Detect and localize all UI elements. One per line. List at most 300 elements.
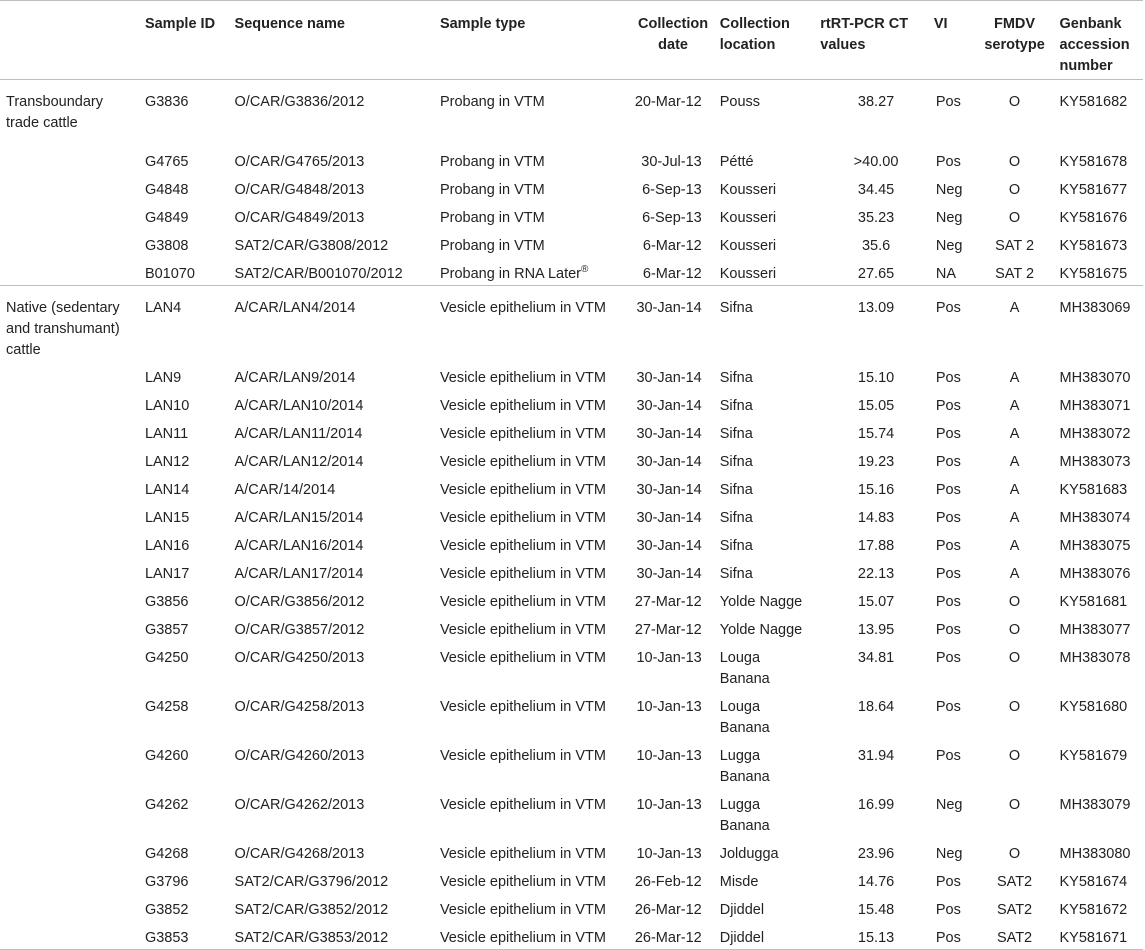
sequence-name-cell <box>231 585 436 613</box>
serotype: O <box>1008 698 1021 715</box>
collection-location: Kousseri <box>719 181 777 198</box>
sample-id-cell <box>141 285 231 361</box>
vi: Pos <box>935 153 961 170</box>
ct-value: 13.09 <box>857 299 895 316</box>
sample-type: Vesicle epithelium in VTM <box>439 649 606 666</box>
sample-type-cell <box>436 473 630 501</box>
serotype: O <box>1008 796 1021 813</box>
header-vi: VI <box>930 1 974 80</box>
serotype-cell <box>974 865 1056 893</box>
vi: Pos <box>935 453 961 470</box>
group-label <box>0 690 141 739</box>
header-collection-date: Collection date <box>630 1 715 80</box>
sample-type: Vesicle epithelium in VTM <box>439 747 606 764</box>
table-row <box>0 201 1143 229</box>
sequence-name-cell <box>231 473 436 501</box>
vi-cell <box>930 585 974 613</box>
ct-value: 18.64 <box>857 698 895 715</box>
ct-value: 13.95 <box>857 621 895 638</box>
collection-location: Misde <box>719 873 759 890</box>
collection-date-cell <box>630 201 715 229</box>
collection-location-cell <box>716 690 817 739</box>
sample-type-cell <box>436 201 630 229</box>
sequence-name: A/CAR/LAN10/2014 <box>234 397 364 414</box>
table-row <box>0 557 1143 585</box>
sequence-name: O/CAR/G4848/2013 <box>234 181 365 198</box>
group-label <box>0 417 141 445</box>
sample-id: LAN15 <box>144 509 190 526</box>
ct-value-cell <box>816 285 930 361</box>
ct-value-cell <box>816 585 930 613</box>
serotype: O <box>1008 94 1021 110</box>
sample-id: LAN14 <box>144 481 190 498</box>
serotype: A <box>1009 425 1020 442</box>
sequence-name-cell <box>231 173 436 201</box>
sequence-name-cell <box>231 201 436 229</box>
sample-type-cell <box>436 788 630 837</box>
table-body <box>0 80 1143 950</box>
accession-cell <box>1056 473 1143 501</box>
serotype: SAT2 <box>996 929 1033 946</box>
sequence-name-cell <box>231 257 436 286</box>
vi-cell <box>930 361 974 389</box>
serotype: A <box>1009 397 1020 414</box>
vi: Pos <box>935 901 961 918</box>
group-label <box>0 613 141 641</box>
serotype-cell <box>974 417 1056 445</box>
sample-id: G3836 <box>144 94 189 110</box>
collection-location: Sifna <box>719 509 753 526</box>
accession: MH383071 <box>1059 397 1131 414</box>
vi-cell <box>930 201 974 229</box>
sample-id: G3852 <box>144 901 189 918</box>
collection-date-cell <box>630 921 715 950</box>
sequence-name: A/CAR/LAN9/2014 <box>234 369 356 386</box>
ct-value: 23.96 <box>857 845 895 862</box>
sample-id: LAN9 <box>144 369 182 386</box>
sequence-name-cell <box>231 641 436 690</box>
ct-value-cell <box>816 417 930 445</box>
collection-location-cell <box>716 417 817 445</box>
group-label <box>0 473 141 501</box>
collection-location: Lugga Banana <box>719 747 770 785</box>
vi: Pos <box>935 565 961 582</box>
sample-type: Vesicle epithelium in VTM <box>439 397 606 414</box>
collection-location-cell <box>716 473 817 501</box>
vi: Pos <box>935 369 961 386</box>
collection-location: Louga Banana <box>719 698 770 736</box>
group-label <box>0 739 141 788</box>
sequence-name-cell <box>231 417 436 445</box>
accession-cell <box>1056 389 1143 417</box>
collection-date-cell <box>630 145 715 173</box>
serotype-cell <box>974 788 1056 837</box>
ct-value: 15.13 <box>857 929 895 946</box>
sample-id-cell <box>141 361 231 389</box>
sequence-name: O/CAR/G4849/2013 <box>234 209 365 226</box>
accession-cell <box>1056 921 1143 950</box>
collection-date-cell <box>630 613 715 641</box>
serotype: O <box>1008 181 1021 198</box>
serotype-cell <box>974 893 1056 921</box>
accession-cell <box>1056 613 1143 641</box>
table-row <box>0 529 1143 557</box>
sequence-name-cell <box>231 557 436 585</box>
sample-id-cell <box>141 173 231 201</box>
sequence-name: O/CAR/G4258/2013 <box>234 698 365 715</box>
accession-cell <box>1056 690 1143 739</box>
accession: MH383075 <box>1059 537 1131 554</box>
accession: KY581683 <box>1059 481 1128 498</box>
serotype: SAT2 <box>996 873 1033 890</box>
sample-type-cell <box>436 229 630 257</box>
serotype-cell <box>974 641 1056 690</box>
ct-value-cell <box>816 257 930 286</box>
group-label <box>0 557 141 585</box>
sequence-name-cell <box>231 739 436 788</box>
accession-cell <box>1056 445 1143 473</box>
sample-id-cell <box>141 80 231 145</box>
sample-type-cell <box>436 641 630 690</box>
collection-location-cell <box>716 788 817 837</box>
collection-date: 30-Jan-14 <box>636 369 702 386</box>
serotype-cell <box>974 690 1056 739</box>
sample-type: Vesicle epithelium in VTM <box>439 929 606 946</box>
table-row <box>0 501 1143 529</box>
collection-date-cell <box>630 473 715 501</box>
sequence-name: A/CAR/14/2014 <box>234 481 336 498</box>
vi-cell <box>930 501 974 529</box>
accession: KY581677 <box>1059 181 1128 198</box>
collection-location-cell <box>716 501 817 529</box>
sequence-name-cell <box>231 361 436 389</box>
collection-date: 30-Jan-14 <box>636 509 702 526</box>
collection-date: 26-Feb-12 <box>634 873 702 890</box>
ct-value: 27.65 <box>857 265 895 282</box>
sample-type: Vesicle epithelium in VTM <box>439 565 606 582</box>
header-serotype: FMDV serotype <box>974 1 1056 80</box>
sample-id-cell <box>141 501 231 529</box>
sample-type: Vesicle epithelium in VTM <box>439 698 606 715</box>
accession: KY581678 <box>1059 153 1128 170</box>
ct-value-cell <box>816 473 930 501</box>
sample-type-cell <box>436 80 630 145</box>
collection-date: 26-Mar-12 <box>634 929 702 946</box>
vi: Pos <box>935 621 961 638</box>
collection-date-cell <box>630 80 715 145</box>
sample-id-cell <box>141 921 231 950</box>
accession-cell <box>1056 361 1143 389</box>
ct-value: 34.81 <box>857 649 895 666</box>
collection-location: Djiddel <box>719 901 765 918</box>
collection-location-cell <box>716 921 817 950</box>
sample-type: Vesicle epithelium in VTM <box>439 621 606 638</box>
ct-value: >40.00 <box>853 153 899 170</box>
serotype-cell <box>974 201 1056 229</box>
table-row <box>0 257 1143 286</box>
collection-location: Sifna <box>719 537 753 554</box>
sample-type-cell <box>436 893 630 921</box>
group-label <box>0 201 141 229</box>
vi-cell <box>930 80 974 145</box>
accession-cell <box>1056 145 1143 173</box>
sequence-name: SAT2/CAR/G3852/2012 <box>234 901 389 918</box>
collection-location: Sifna <box>719 481 753 498</box>
sequence-name-cell <box>231 445 436 473</box>
collection-location: Sifna <box>719 565 753 582</box>
collection-date: 30-Jul-13 <box>641 153 702 170</box>
ct-value: 31.94 <box>857 747 895 764</box>
collection-date: 26-Mar-12 <box>634 901 702 918</box>
sequence-name-cell <box>231 613 436 641</box>
sample-type: Vesicle epithelium in VTM <box>439 873 606 890</box>
sequence-name: O/CAR/G3857/2012 <box>234 621 365 638</box>
accession: KY581673 <box>1059 237 1128 254</box>
vi: Pos <box>935 94 961 110</box>
collection-date-cell <box>630 501 715 529</box>
collection-date-cell <box>630 788 715 837</box>
sequence-name: A/CAR/LAN16/2014 <box>234 537 364 554</box>
collection-location: Sifna <box>719 369 753 386</box>
ct-value-cell <box>816 173 930 201</box>
collection-location: Joldugga <box>719 845 779 862</box>
sequence-name-cell <box>231 921 436 950</box>
sequence-name-cell <box>231 145 436 173</box>
header-collection-location: Collection location <box>716 1 817 80</box>
vi-cell <box>930 641 974 690</box>
group-label <box>0 389 141 417</box>
group-label: Transboundary trade cattle <box>6 94 103 131</box>
collection-location-cell <box>716 613 817 641</box>
ct-value: 17.88 <box>857 537 895 554</box>
sample-id: B01070 <box>144 265 195 282</box>
ct-value-cell <box>816 361 930 389</box>
vi-cell <box>930 739 974 788</box>
collection-location-cell <box>716 257 817 286</box>
collection-date: 6-Mar-12 <box>642 265 702 282</box>
vi: Neg <box>935 237 963 254</box>
sample-type: Vesicle epithelium in VTM <box>439 796 606 813</box>
collection-location-cell <box>716 80 817 145</box>
sample-type: Vesicle epithelium in VTM <box>439 901 606 918</box>
accession: MH383078 <box>1059 649 1131 666</box>
sample-type-cell <box>436 739 630 788</box>
ct-value: 16.99 <box>857 796 895 813</box>
sample-type: Vesicle epithelium in VTM <box>439 425 606 442</box>
collection-location: Sifna <box>719 397 753 414</box>
vi: Pos <box>935 425 961 442</box>
sample-type: Vesicle epithelium in VTM <box>439 537 606 554</box>
vi-cell <box>930 529 974 557</box>
sample-id: G3808 <box>144 237 189 254</box>
group-label <box>0 361 141 389</box>
collection-location-cell <box>716 557 817 585</box>
collection-location: Sifna <box>719 453 753 470</box>
accession: MH383070 <box>1059 369 1131 386</box>
ct-value-cell <box>816 788 930 837</box>
sample-type-cell <box>436 389 630 417</box>
group-label <box>0 529 141 557</box>
collection-date-cell <box>630 641 715 690</box>
group-label <box>0 445 141 473</box>
ct-value: 35.23 <box>857 209 895 226</box>
table-row <box>0 285 1143 361</box>
sequence-name-cell <box>231 690 436 739</box>
sample-type-cell <box>436 145 630 173</box>
serotype: A <box>1009 299 1020 316</box>
sequence-name: O/CAR/G4765/2013 <box>234 153 365 170</box>
ct-value-cell <box>816 529 930 557</box>
collection-location-cell <box>716 173 817 201</box>
collection-location: Djiddel <box>719 929 765 946</box>
ct-value: 15.05 <box>857 397 895 414</box>
sequence-name-cell <box>231 285 436 361</box>
accession-cell <box>1056 173 1143 201</box>
accession-cell <box>1056 865 1143 893</box>
table-row <box>0 788 1143 837</box>
sample-type: Vesicle epithelium in VTM <box>439 481 606 498</box>
ct-value-cell <box>816 613 930 641</box>
collection-location-cell <box>716 893 817 921</box>
collection-location: Louga Banana <box>719 649 770 687</box>
collection-date: 20-Mar-12 <box>634 94 702 110</box>
group-label <box>0 501 141 529</box>
vi: Pos <box>935 537 961 554</box>
sequence-name: O/CAR/G3856/2012 <box>234 593 365 610</box>
accession-cell <box>1056 285 1143 361</box>
collection-location: Kousseri <box>719 209 777 226</box>
sample-id-cell <box>141 557 231 585</box>
accession: KY581680 <box>1059 698 1128 715</box>
accession: KY581672 <box>1059 901 1128 918</box>
serotype-cell <box>974 585 1056 613</box>
vi: Neg <box>935 796 963 813</box>
accession: KY581681 <box>1059 593 1128 610</box>
sample-id-cell <box>141 257 231 286</box>
table-row <box>0 361 1143 389</box>
sample-id-cell <box>141 739 231 788</box>
sample-id: G4258 <box>144 698 189 715</box>
sample-type-cell <box>436 557 630 585</box>
sequence-name: A/CAR/LAN12/2014 <box>234 453 364 470</box>
collection-location: Sifna <box>719 299 753 316</box>
sample-id-cell <box>141 613 231 641</box>
table-row <box>0 145 1143 173</box>
sequence-name: SAT2/CAR/B001070/2012 <box>234 265 403 282</box>
accession-cell <box>1056 893 1143 921</box>
vi-cell <box>930 613 974 641</box>
sample-id: G4260 <box>144 747 189 764</box>
sample-type: Vesicle epithelium in VTM <box>439 509 606 526</box>
table-row <box>0 585 1143 613</box>
collection-date: 30-Jan-14 <box>636 565 702 582</box>
vi: Pos <box>935 593 961 610</box>
sample-type: Probang in VTM <box>439 94 545 110</box>
sample-type-cell <box>436 921 630 950</box>
serotype: O <box>1008 593 1021 610</box>
serotype-cell <box>974 229 1056 257</box>
sample-id: G3796 <box>144 873 189 890</box>
accession: KY581676 <box>1059 209 1128 226</box>
collection-location: Yolde Nagge <box>719 621 803 638</box>
vi-cell <box>930 473 974 501</box>
serotype: O <box>1008 649 1021 666</box>
sequence-name: SAT2/CAR/G3808/2012 <box>234 237 389 254</box>
collection-date-cell <box>630 173 715 201</box>
accession-cell <box>1056 201 1143 229</box>
sequence-name: O/CAR/G4250/2013 <box>234 649 365 666</box>
ct-value: 15.07 <box>857 593 895 610</box>
collection-date-cell <box>630 229 715 257</box>
serotype: O <box>1008 153 1021 170</box>
accession-cell <box>1056 585 1143 613</box>
group-label <box>0 865 141 893</box>
sequence-name: A/CAR/LAN11/2014 <box>234 425 363 442</box>
collection-date-cell <box>630 865 715 893</box>
sample-type-cell <box>436 361 630 389</box>
sequence-name-cell <box>231 389 436 417</box>
sequence-name-cell <box>231 501 436 529</box>
vi: Pos <box>935 397 961 414</box>
sequence-name: O/CAR/G4262/2013 <box>234 796 365 813</box>
accession-cell <box>1056 557 1143 585</box>
serotype-cell <box>974 473 1056 501</box>
sample-type-cell <box>436 501 630 529</box>
table-row <box>0 473 1143 501</box>
group-label <box>0 921 141 950</box>
serotype: O <box>1008 621 1021 638</box>
sample-type-cell <box>436 257 630 286</box>
collection-date: 10-Jan-13 <box>636 796 702 813</box>
sample-id: G3857 <box>144 621 189 638</box>
group-label <box>0 145 141 173</box>
table-row <box>0 641 1143 690</box>
collection-date: 10-Jan-13 <box>636 649 702 666</box>
ct-value-cell <box>816 80 930 145</box>
ct-value-cell <box>816 501 930 529</box>
serotype-cell <box>974 445 1056 473</box>
accession-cell <box>1056 788 1143 837</box>
accession: MH383076 <box>1059 565 1131 582</box>
group-label <box>0 893 141 921</box>
serotype-cell <box>974 501 1056 529</box>
sequence-name: O/CAR/G4268/2013 <box>234 845 365 862</box>
table-row <box>0 739 1143 788</box>
ct-value-cell <box>816 201 930 229</box>
sample-id: G4848 <box>144 181 189 198</box>
sample-type-cell <box>436 613 630 641</box>
sequence-name-cell <box>231 529 436 557</box>
ct-value: 22.13 <box>857 565 895 582</box>
header-ct-values: rtRT-PCR CT values <box>816 1 930 80</box>
vi: Pos <box>935 509 961 526</box>
sequence-name-cell <box>231 865 436 893</box>
sample-id: G4268 <box>144 845 189 862</box>
sample-id: LAN10 <box>144 397 190 414</box>
serotype-cell <box>974 80 1056 145</box>
sequence-name: SAT2/CAR/G3796/2012 <box>234 873 389 890</box>
sample-type: Probang in RNA Later <box>439 265 581 282</box>
ct-value-cell <box>816 445 930 473</box>
sample-type-cell <box>436 529 630 557</box>
sample-type: Probang in VTM <box>439 181 545 198</box>
serotype-cell <box>974 739 1056 788</box>
sample-id-cell <box>141 201 231 229</box>
collection-location: Kousseri <box>719 237 777 254</box>
ct-value-cell <box>816 557 930 585</box>
collection-date-cell <box>630 690 715 739</box>
collection-date: 10-Jan-13 <box>636 747 702 764</box>
